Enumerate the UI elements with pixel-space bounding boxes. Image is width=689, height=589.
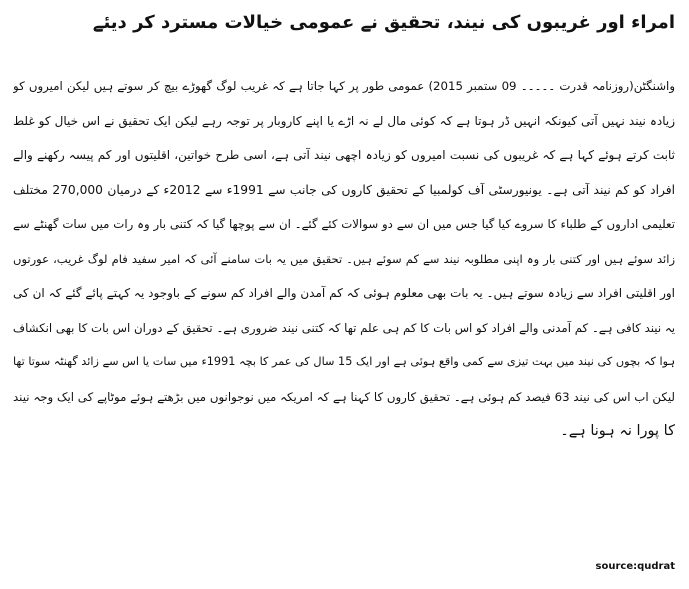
article-headline: امراء اور غریبوں کی نیند، تحقیق نے عمومی خیالات مسترد کر دیئے (92, 12, 675, 33)
article-line: کا پورا نہ ہونا ہے۔ (560, 423, 675, 439)
article-line: واشنگٹن(روزنامہ قدرت ۔۔۔۔۔ 09 ستمبر 2015) عمومی طور پر کہا جاتا ہے کہ غریب لوگ گھوڑے بیچ کر سوتے ہیں لیکن امیروں کو (13, 79, 675, 93)
article-line: زائد سوئے ہیں اور کتنی بار وہ اپنی مطلوبہ نیند سے کم سوئے ہیں۔ تحقیق میں یہ بات سامنے آئی کہ امیر سفید فام لوگ غریب، عورتوں (13, 251, 675, 266)
source-credit: source:qudrat (595, 561, 675, 572)
article-line: افراد کو کم نیند آتی ہے۔ یونیورسٹی آف کولمبیا کے تحقیق کاروں کی جانب سے 1991ء سے 2012ء کے درمیان 270,000 مختلف (13, 182, 675, 197)
article-line: ثابت کرتے ہوئے کہا ہے کہ غریبوں کی نسبت امیروں کو زیادہ اچھی نیند آتی ہے، اسی طرح خواتین، اقلیتوں اور کم پیسہ رکھنے والے (13, 148, 675, 162)
article-line: ہوا کہ بچوں کی نیند میں بہت تیزی سے کمی واقع ہوئی ہے اور ایک 15 سال کی عمر کا بچہ 1991ء میں سات یا اس سے زائد گھنٹہ سوتا تھا (13, 355, 675, 368)
article-body (13, 69, 675, 449)
article-line: تعلیمی اداروں کے طلباء کا سروے کیا گیا جس میں ان سے دو سوالات کئے گئے۔ ان سے پوچھا گیا کہ کتنی بار وہ رات میں سات گھنٹے سے (13, 217, 675, 231)
article-line: زیادہ نیند نہیں آتی کیونکہ انہیں ڈر ہوتا ہے کہ کوئی مال لے نہ اڑے یا اپنے کاروبار پر توجہ رہے لیکن ایک تحقیق نے اس خیال کو غلط (13, 113, 675, 128)
article-line: اور اقلیتی افراد سے زیادہ سوتے ہیں۔ یہ بات بھی معلوم ہوئی کہ کم آمدن والے افراد کم سونے کے باوجود یہ کہتے پائے گئے کہ ان کی (13, 286, 675, 300)
article-line: لیکن اب اس کی نیند 63 فیصد کم ہوئی ہے۔ تحقیق کاروں کا کہنا ہے کہ امریکہ میں نوجوانوں میں بڑھتے ہوئے موٹاپے کی ایک وجہ نیند (13, 389, 675, 404)
article-line: یہ نیند کافی ہے۔ کم آمدنی والے افراد کو اس بات کا کم ہی علم تھا کہ کتنی نیند ضروری ہے۔ تحقیق کے دوران اس بات کا بھی انکشاف (13, 320, 675, 335)
